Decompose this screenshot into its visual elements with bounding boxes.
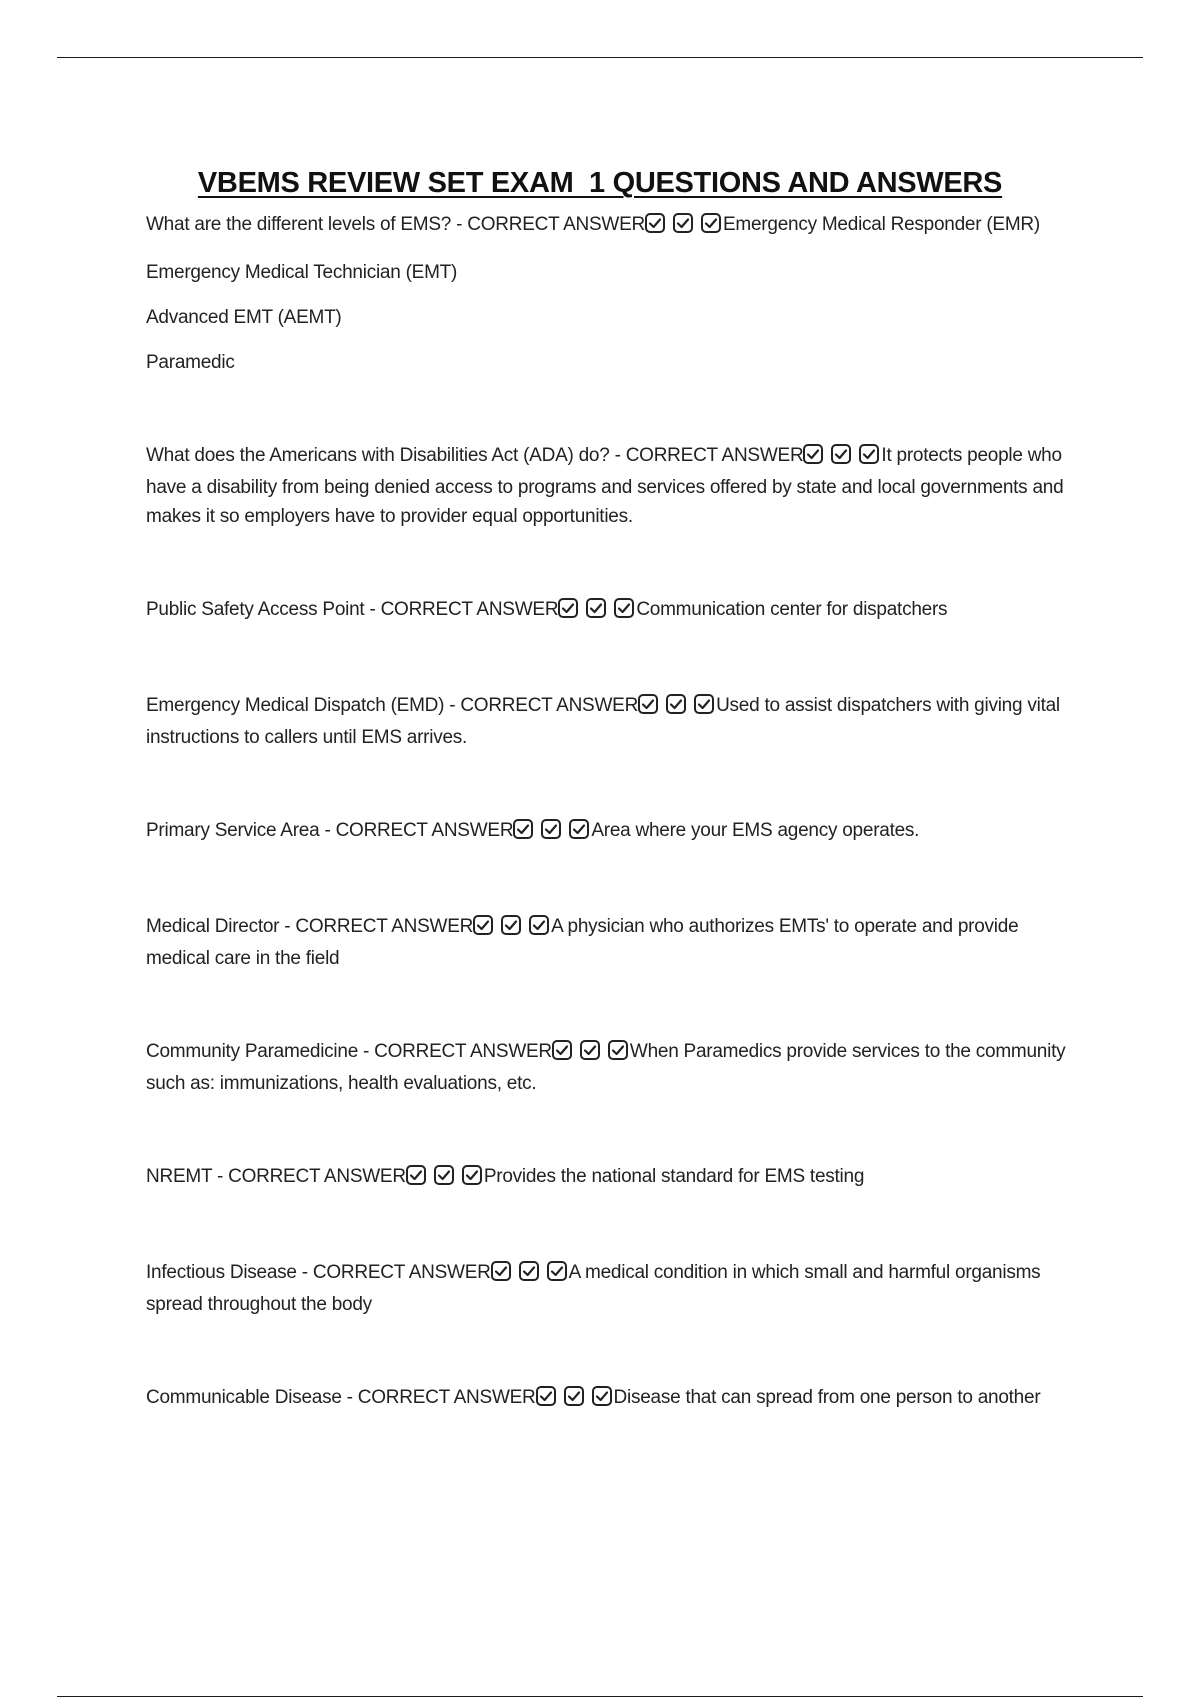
answer-text: Disease that can spread from one person to another — [613, 1387, 1041, 1408]
checkbox-check-icon — [569, 819, 589, 839]
answer-extra-line: Advanced EMT (AEMT) — [146, 307, 342, 328]
checkbox-check-icon — [558, 598, 578, 618]
correct-answer-label: - CORRECT ANSWER — [451, 214, 645, 235]
question-text: Primary Service Area — [146, 820, 320, 841]
qa-item — [146, 595, 1086, 627]
answer-text: A physician who authorizes EMTs' to operate and provide medical care in the field — [146, 916, 1019, 969]
checkbox-check-icon — [859, 444, 879, 464]
check-icons — [473, 915, 551, 944]
correct-answer-label: - CORRECT ANSWER — [364, 599, 559, 620]
checkbox-check-icon — [564, 1386, 584, 1406]
check-icons — [513, 819, 591, 848]
correct-answer-label: - CORRECT ANSWER — [444, 695, 639, 716]
correct-answer-label: - CORRECT ANSWER — [609, 445, 804, 466]
correct-answer-label: - CORRECT ANSWER — [211, 1166, 406, 1187]
question-text: What does the Americans with Disabilities Act (ADA) do? — [146, 445, 610, 466]
qa-line — [146, 1383, 1086, 1415]
answer-extra-line: Paramedic — [146, 352, 235, 373]
qa-item — [146, 816, 1086, 848]
checkbox-check-icon — [803, 444, 823, 464]
checkbox-check-icon — [580, 1040, 600, 1060]
checkbox-check-icon — [406, 1165, 426, 1185]
question-text: Medical Director — [146, 916, 280, 937]
qa-line — [146, 816, 1086, 848]
check-icons — [406, 1165, 484, 1194]
checkbox-check-icon — [552, 1040, 572, 1060]
checkbox-check-icon — [473, 915, 493, 935]
checkbox-check-icon — [536, 1386, 556, 1406]
question-text: Community Paramedicine — [146, 1041, 359, 1062]
check-icons — [645, 213, 723, 242]
qa-item — [146, 912, 1086, 973]
check-icons — [536, 1386, 614, 1415]
qa-item — [146, 1037, 1086, 1098]
correct-answer-label: - CORRECT ANSWER — [319, 820, 514, 841]
answer-text: Communication center for dispatchers — [636, 599, 948, 620]
bottom-rule — [57, 1696, 1143, 1697]
correct-answer-label: - CORRECT ANSWER — [358, 1041, 552, 1062]
answer-text: Provides the national standard for EMS testing — [483, 1166, 865, 1187]
document-title: VBEMS REVIEW SET EXAM 1 QUESTIONS AND ANSWERS — [197, 167, 1003, 200]
correct-answer-label: - CORRECT ANSWER — [341, 1387, 536, 1408]
checkbox-check-icon — [694, 694, 714, 714]
question-text: NREMT — [146, 1166, 212, 1187]
checkbox-check-icon — [831, 444, 851, 464]
checkbox-check-icon — [547, 1261, 567, 1281]
checkbox-check-icon — [501, 915, 521, 935]
checkbox-check-icon — [608, 1040, 628, 1060]
correct-answer-label: - CORRECT ANSWER — [296, 1262, 491, 1283]
checkbox-check-icon — [541, 819, 561, 839]
checkbox-check-icon — [614, 598, 634, 618]
answer-text: It protects people who have a disability from being denied access to programs and services offered by state and local governments and makes it so employers have to provider equal opportunities. — [146, 445, 1064, 527]
qa-line — [146, 691, 1086, 752]
question-text: Infectious Disease — [146, 1262, 297, 1283]
checkbox-check-icon — [434, 1165, 454, 1185]
qa-line — [146, 912, 1086, 973]
qa-line — [146, 210, 1086, 242]
qa-line — [146, 1258, 1086, 1319]
qa-item — [146, 441, 1086, 531]
checkbox-check-icon — [529, 915, 549, 935]
check-icons — [803, 444, 881, 473]
checkbox-check-icon — [462, 1165, 482, 1185]
checkbox-check-icon — [586, 598, 606, 618]
top-rule — [57, 57, 1143, 58]
checkbox-check-icon — [701, 213, 721, 233]
answer-extra-line: Emergency Medical Technician (EMT) — [146, 262, 458, 283]
checkbox-check-icon — [513, 819, 533, 839]
checkbox-check-icon — [638, 694, 658, 714]
answer-text: Emergency Medical Responder (EMR) — [722, 214, 1040, 235]
checkbox-check-icon — [491, 1261, 511, 1281]
correct-answer-label: - CORRECT ANSWER — [279, 916, 474, 937]
answer-text: Used to assist dispatchers with giving vital instructions to callers until EMS arrives. — [146, 695, 1060, 748]
answer-text: Area where your EMS agency operates. — [591, 820, 920, 841]
check-icons — [558, 598, 636, 627]
check-icons — [552, 1040, 630, 1069]
qa-line — [146, 595, 1086, 627]
qa-line — [146, 1162, 1086, 1194]
answer-text: A medical condition in which small and harmful organisms spread throughout the body — [146, 1262, 1041, 1315]
checkbox-check-icon — [673, 213, 693, 233]
qa-item — [146, 210, 1086, 377]
checkbox-check-icon — [666, 694, 686, 714]
check-icons — [638, 694, 716, 723]
qa-line — [146, 1037, 1086, 1098]
checkbox-check-icon — [592, 1386, 612, 1406]
question-text: Public Safety Access Point — [146, 599, 365, 620]
qa-item — [146, 1258, 1086, 1319]
qa-list — [146, 210, 1086, 1415]
question-text: Emergency Medical Dispatch (EMD) — [146, 695, 445, 716]
question-text: Communicable Disease — [146, 1387, 342, 1408]
check-icons — [491, 1261, 569, 1290]
qa-line — [146, 441, 1086, 531]
qa-item — [146, 691, 1086, 752]
question-text: What are the different levels of EMS? — [146, 214, 452, 235]
qa-item — [146, 1383, 1086, 1415]
qa-item — [146, 1162, 1086, 1194]
answer-text: When Paramedics provide services to the community such as: immunizations, health evaluations, etc. — [146, 1041, 1066, 1094]
checkbox-check-icon — [645, 213, 665, 233]
checkbox-check-icon — [519, 1261, 539, 1281]
